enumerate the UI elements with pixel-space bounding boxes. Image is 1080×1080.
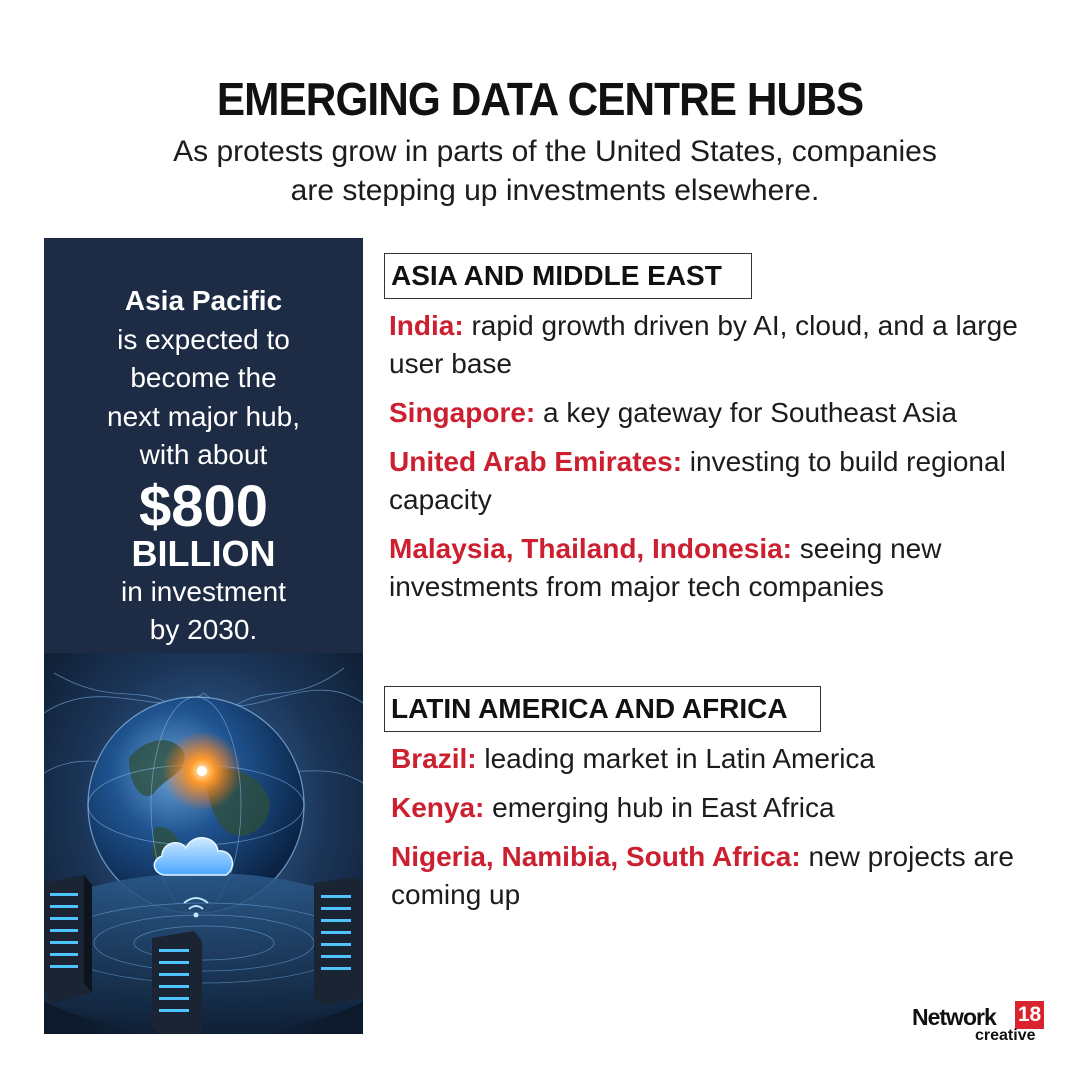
list-item bbox=[384, 530, 1034, 606]
item-label: Singapore: bbox=[389, 397, 536, 428]
list-item bbox=[384, 443, 1034, 519]
item-label: Malaysia, Thailand, Indonesia: bbox=[389, 533, 792, 564]
globe-cloud-illustration bbox=[44, 653, 363, 1034]
panel-line: next major hub, bbox=[107, 400, 300, 432]
list-item bbox=[384, 740, 1034, 778]
panel-statement bbox=[44, 282, 363, 650]
item-text: rapid growth driven by AI, cloud, and a large user base bbox=[389, 310, 1018, 379]
page-title: EMERGING DATA CENTRE HUBS bbox=[216, 73, 864, 125]
item-text: new projects are coming up bbox=[391, 841, 1014, 910]
section-heading: LATIN AMERICA AND AFRICA bbox=[384, 686, 821, 732]
network18-logo bbox=[912, 1000, 1048, 1048]
item-text: seeing new investments from major tech companies bbox=[389, 533, 942, 602]
asia-pacific-panel bbox=[44, 238, 363, 1034]
list-item bbox=[384, 789, 1034, 827]
logo-number: 18 bbox=[1015, 1001, 1044, 1029]
panel-line: become the bbox=[130, 362, 277, 393]
item-text: emerging hub in East Africa bbox=[484, 792, 835, 823]
subtitle-line-2: are stepping up investments elsewhere. bbox=[290, 174, 820, 207]
panel-line: with about bbox=[139, 439, 268, 470]
panel-line: is expected to bbox=[117, 323, 290, 355]
asia-middle-east-section bbox=[384, 253, 1034, 617]
item-text: investing to build regional capacity bbox=[389, 446, 1006, 515]
latin-america-africa-section bbox=[384, 686, 1034, 925]
investment-unit: BILLION bbox=[131, 532, 276, 574]
item-label: Kenya: bbox=[391, 792, 485, 823]
item-label: India: bbox=[389, 310, 464, 341]
page-subtitle bbox=[130, 132, 980, 210]
list-item bbox=[384, 307, 1034, 383]
item-text: leading market in Latin America bbox=[476, 743, 876, 774]
panel-line: in investment bbox=[121, 575, 286, 607]
item-label: Nigeria, Namibia, South Africa: bbox=[391, 841, 801, 872]
subtitle-line-1: As protests grow in parts of the United States, companies bbox=[173, 135, 937, 168]
panel-line: by 2030. bbox=[149, 614, 258, 645]
section-heading: ASIA AND MIDDLE EAST bbox=[384, 253, 752, 299]
item-label: Brazil: bbox=[391, 743, 477, 774]
investment-amount: $800 bbox=[138, 473, 269, 539]
logo-network: Network bbox=[912, 1004, 996, 1030]
list-item bbox=[384, 838, 1034, 914]
item-label: United Arab Emirates: bbox=[389, 446, 683, 477]
list-item bbox=[384, 394, 1034, 432]
panel-region: Asia Pacific bbox=[124, 285, 283, 316]
logo-creative: creative bbox=[975, 1027, 1036, 1044]
item-text: a key gateway for Southeast Asia bbox=[535, 397, 958, 428]
